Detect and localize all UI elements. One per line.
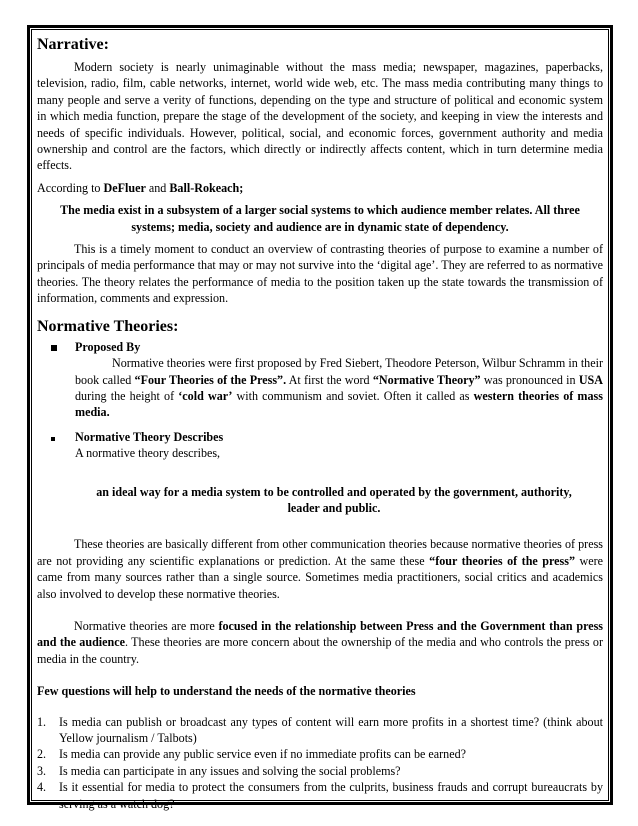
narrative-paragraph-1: Modern society is nearly unimaginable without the mass media; newspaper, magazines, paperbacks, television, radio, film, cable networks, internet, world wide web, etc. The mass media contributing many things to many people and serve a verity of functions, depending on the type and structure of political and economic system in which media function, prepare the stage of the development of the society, and keeping in view the interests and needs of specific individuals. However, political, social, and economic forces, government authority and media ownership and control are the factors, which directly or indirectly affects content, which in turn determine media effects.: [37, 60, 603, 173]
normative-heading: Normative Theories:: [37, 317, 179, 335]
describes-title: Normative Theory Describes: [75, 429, 224, 444]
bullet-small-square-icon: [51, 437, 55, 441]
proposed-text-5: with communism and soviet. Often it called as: [236, 388, 470, 403]
questions-list: [37, 714, 603, 812]
list-item-text: Is it essential for media to protect the consumers from the culprits, business frauds and corrupt bureaucrats by serving as a watch dog?: [59, 780, 603, 811]
dependency-quote: The media exist in a subsystem of a larger social systems to which audience member relates. All three systems; media, society and audience are in dynamic state of dependency.: [60, 203, 580, 234]
list-item-number: 3.: [37, 763, 47, 778]
para4-text-1: Normative theories are more: [74, 618, 215, 633]
proposed-text-4: during the height of: [75, 388, 175, 403]
proposed-term: “Normative Theory”: [372, 372, 481, 387]
proposed-text-3: was pronounced in: [483, 372, 576, 387]
list-item-number: 4.: [37, 780, 47, 795]
according-author-2: Ball-Rokeach;: [169, 180, 244, 195]
document-page: [37, 35, 603, 812]
according-and: and: [148, 180, 167, 195]
proposed-book-title: “Four Theories of the Press”.: [134, 372, 287, 387]
according-prefix: According to: [37, 180, 101, 195]
para3-text-1: These theories are basically different from other communication theories because normative theories of press are not providing any scientific explanations or prediction. At the same these: [37, 537, 603, 568]
proposed-by-paragraph: [37, 355, 603, 421]
proposed-text-2: At first the word: [288, 372, 370, 387]
narrative-heading: Narrative:: [37, 36, 109, 53]
normative-paragraph-3: [37, 536, 603, 602]
list-item-number: 2.: [37, 747, 47, 762]
proposed-by-title: Proposed By: [75, 339, 141, 354]
questions-heading: Few questions will help to understand the needs of the normative theories: [37, 684, 416, 699]
list-item: [37, 779, 603, 812]
describes-quote: an ideal way for a media system to be controlled and operated by the government, authority, leader and public.: [96, 484, 572, 515]
para3-text-2: were came from many sources rather than a single source. Sometimes media practitioners, social critics and academics also involved to develop these normative theories.: [37, 553, 603, 601]
according-line: [37, 180, 603, 196]
proposed-text-1: Normative theories were first proposed by Fred Siebert, Theodore Peterson, Wilbur Schramm in their book called: [75, 356, 603, 387]
describes-text: A normative theory describes,: [75, 446, 221, 461]
narrative-paragraph-2: This is a timely moment to conduct an overview of contrasting theories of purpose to examine a number of principals of media performance that may or may not survive into the ‘digital age’. They are referred to as normative theories. The theory relates the performance of media to the position taken up the state towards the transmission of information, comments and expression.: [37, 242, 603, 306]
bullet-square-icon: [51, 345, 57, 351]
list-item: [37, 746, 603, 762]
proposed-usa: USA: [578, 372, 604, 387]
para3-bold: “four theories of the press”: [429, 553, 575, 568]
para4-text-2: . These theories are more concern about the ownership of the media and who controls the press or media in the country.: [37, 635, 604, 666]
list-item-text: Is media can participate in any issues and solving the social problems?: [59, 763, 401, 778]
proposed-western: western theories of mass media.: [75, 388, 603, 420]
para4-bold: focused in the relationship between Press and the Government than press and the audience: [37, 618, 603, 650]
list-item-text: Is media can publish or broadcast any types of content will earn more profits in a shortest time? (think about Yellow journalism / Talbots): [59, 714, 603, 745]
according-author-1: DeFluer: [103, 180, 146, 195]
list-item-text: Is media can provide any public service even if no immediate profits can be earned?: [59, 747, 466, 762]
bullet-proposed-by: [37, 339, 603, 355]
proposed-cold-war: ‘cold war’: [178, 388, 233, 403]
list-item: [37, 714, 603, 747]
bullet-describes: [37, 429, 603, 445]
list-item: [37, 763, 603, 779]
list-item-number: 1.: [37, 714, 47, 729]
normative-paragraph-4: [37, 618, 603, 667]
